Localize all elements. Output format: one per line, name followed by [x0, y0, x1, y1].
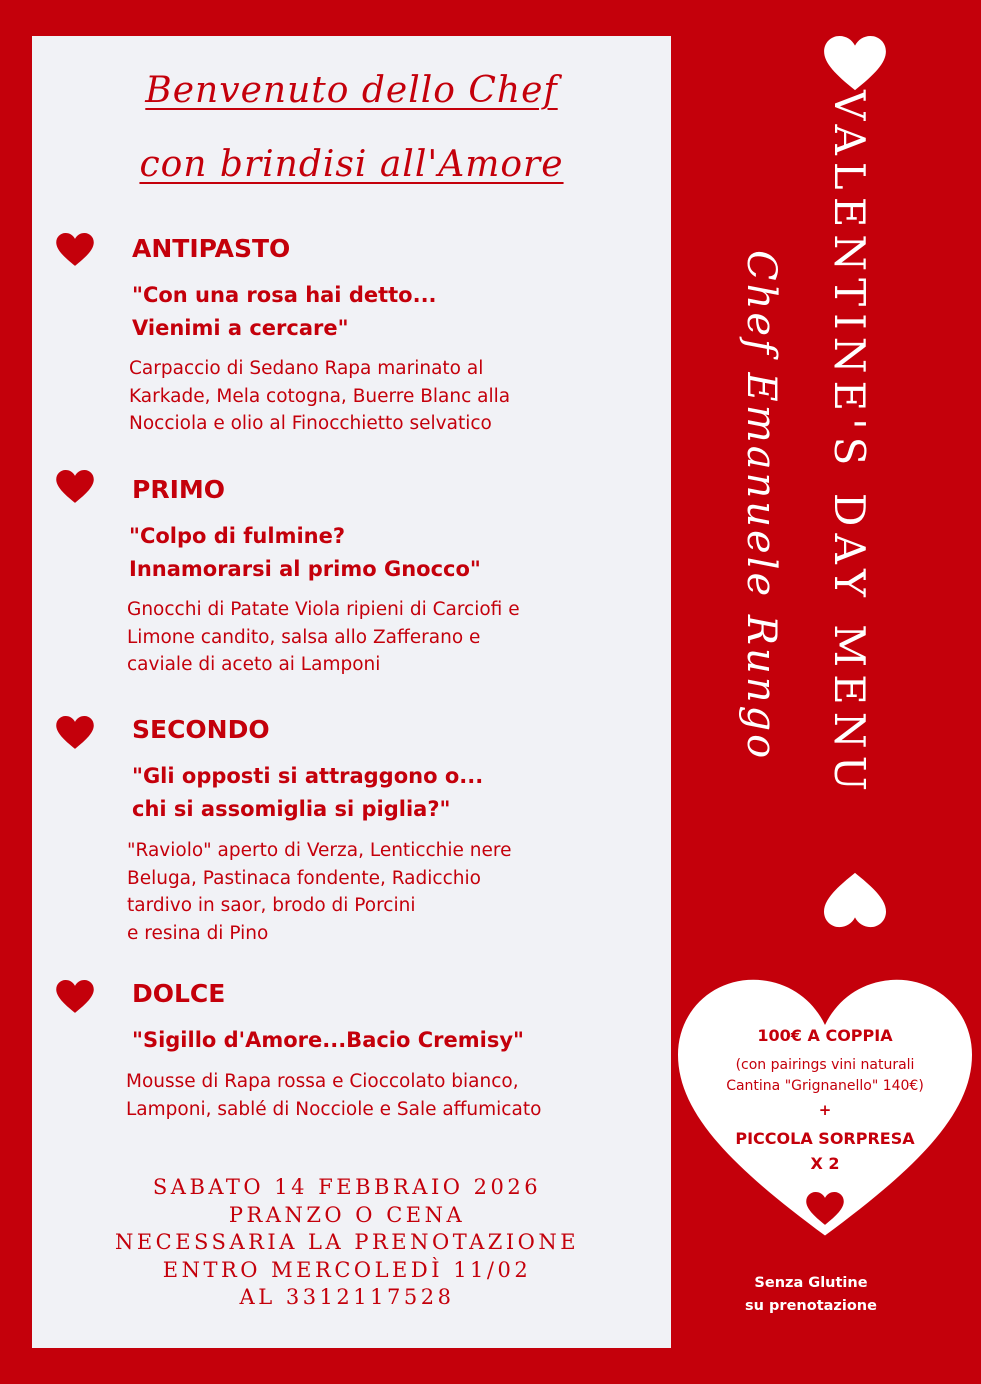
menu-title: VALENTINE'S DAY MENU	[825, 90, 874, 798]
dish-description: Mousse di Rapa rossa e Cioccolato bianco, Lamponi, sablé di Nocciole e Sale affumicato	[126, 1071, 542, 1120]
price-surprise: PICCOLA SORPRESA X 2	[735, 1129, 915, 1173]
heart-icon	[824, 870, 886, 928]
welcome-title-line1: Benvenuto dello Chef	[145, 70, 558, 111]
course-name: PRIMO	[132, 475, 226, 504]
course-name: SECONDO	[132, 715, 270, 744]
heart-icon	[806, 1192, 844, 1226]
dish-description: Gnocchi di Patate Viola ripieni di Carciofi e Limone candito, salsa allo Zafferano e caviale di aceto ai Lamponi	[127, 599, 520, 675]
heart-icon	[56, 980, 94, 1014]
heart-icon	[824, 36, 886, 92]
heart-icon	[56, 470, 94, 504]
dish-description: "Raviolo" aperto di Verza, Lenticchie nere Beluga, Pastinaca fondente, Radicchio tardivo in saor, brodo di Porcini e resina di Pino	[127, 840, 512, 944]
welcome-title-line2: con brindisi all'Amore	[139, 144, 564, 185]
heart-icon	[56, 716, 94, 750]
dish-title: "Gli opposti si attraggono o... chi si assomiglia si piglia?"	[132, 764, 484, 821]
chef-signature: Chef Emanuele Rungo	[738, 250, 784, 762]
dish-description: Carpaccio di Sedano Rapa marinato al Karkade, Mela cotogna, Buerre Blanc alla Nocciola e olio al Finocchietto selvatico	[129, 358, 511, 434]
dish-title: "Con una rosa hai detto... Vienimi a cercare"	[132, 283, 437, 340]
gluten-free-note: Senza Glutine su prenotazione	[745, 1275, 877, 1314]
price-note: (con pairings vini naturali Cantina "Grignanello" 140€)	[726, 1057, 924, 1094]
event-info: SABATO 14 FEBBRAIO 2026 PRANZO O CENA NECESSARIA LA PRENOTAZIONE ENTRO MERCOLEDÌ 11/02 AL 3312117528	[114, 1175, 580, 1309]
heart-icon	[56, 233, 94, 267]
price-plus: +	[818, 1101, 832, 1119]
price-main: 100€ A COPPIA	[757, 1026, 893, 1045]
dish-title: "Sigillo d'Amore...Bacio Cremisy"	[132, 1028, 524, 1052]
course-name: DOLCE	[132, 979, 226, 1008]
dish-title: "Colpo di fulmine? Innamorarsi al primo Gnocco"	[129, 524, 481, 581]
course-name: ANTIPASTO	[132, 234, 291, 263]
menu-panel	[32, 36, 671, 1348]
